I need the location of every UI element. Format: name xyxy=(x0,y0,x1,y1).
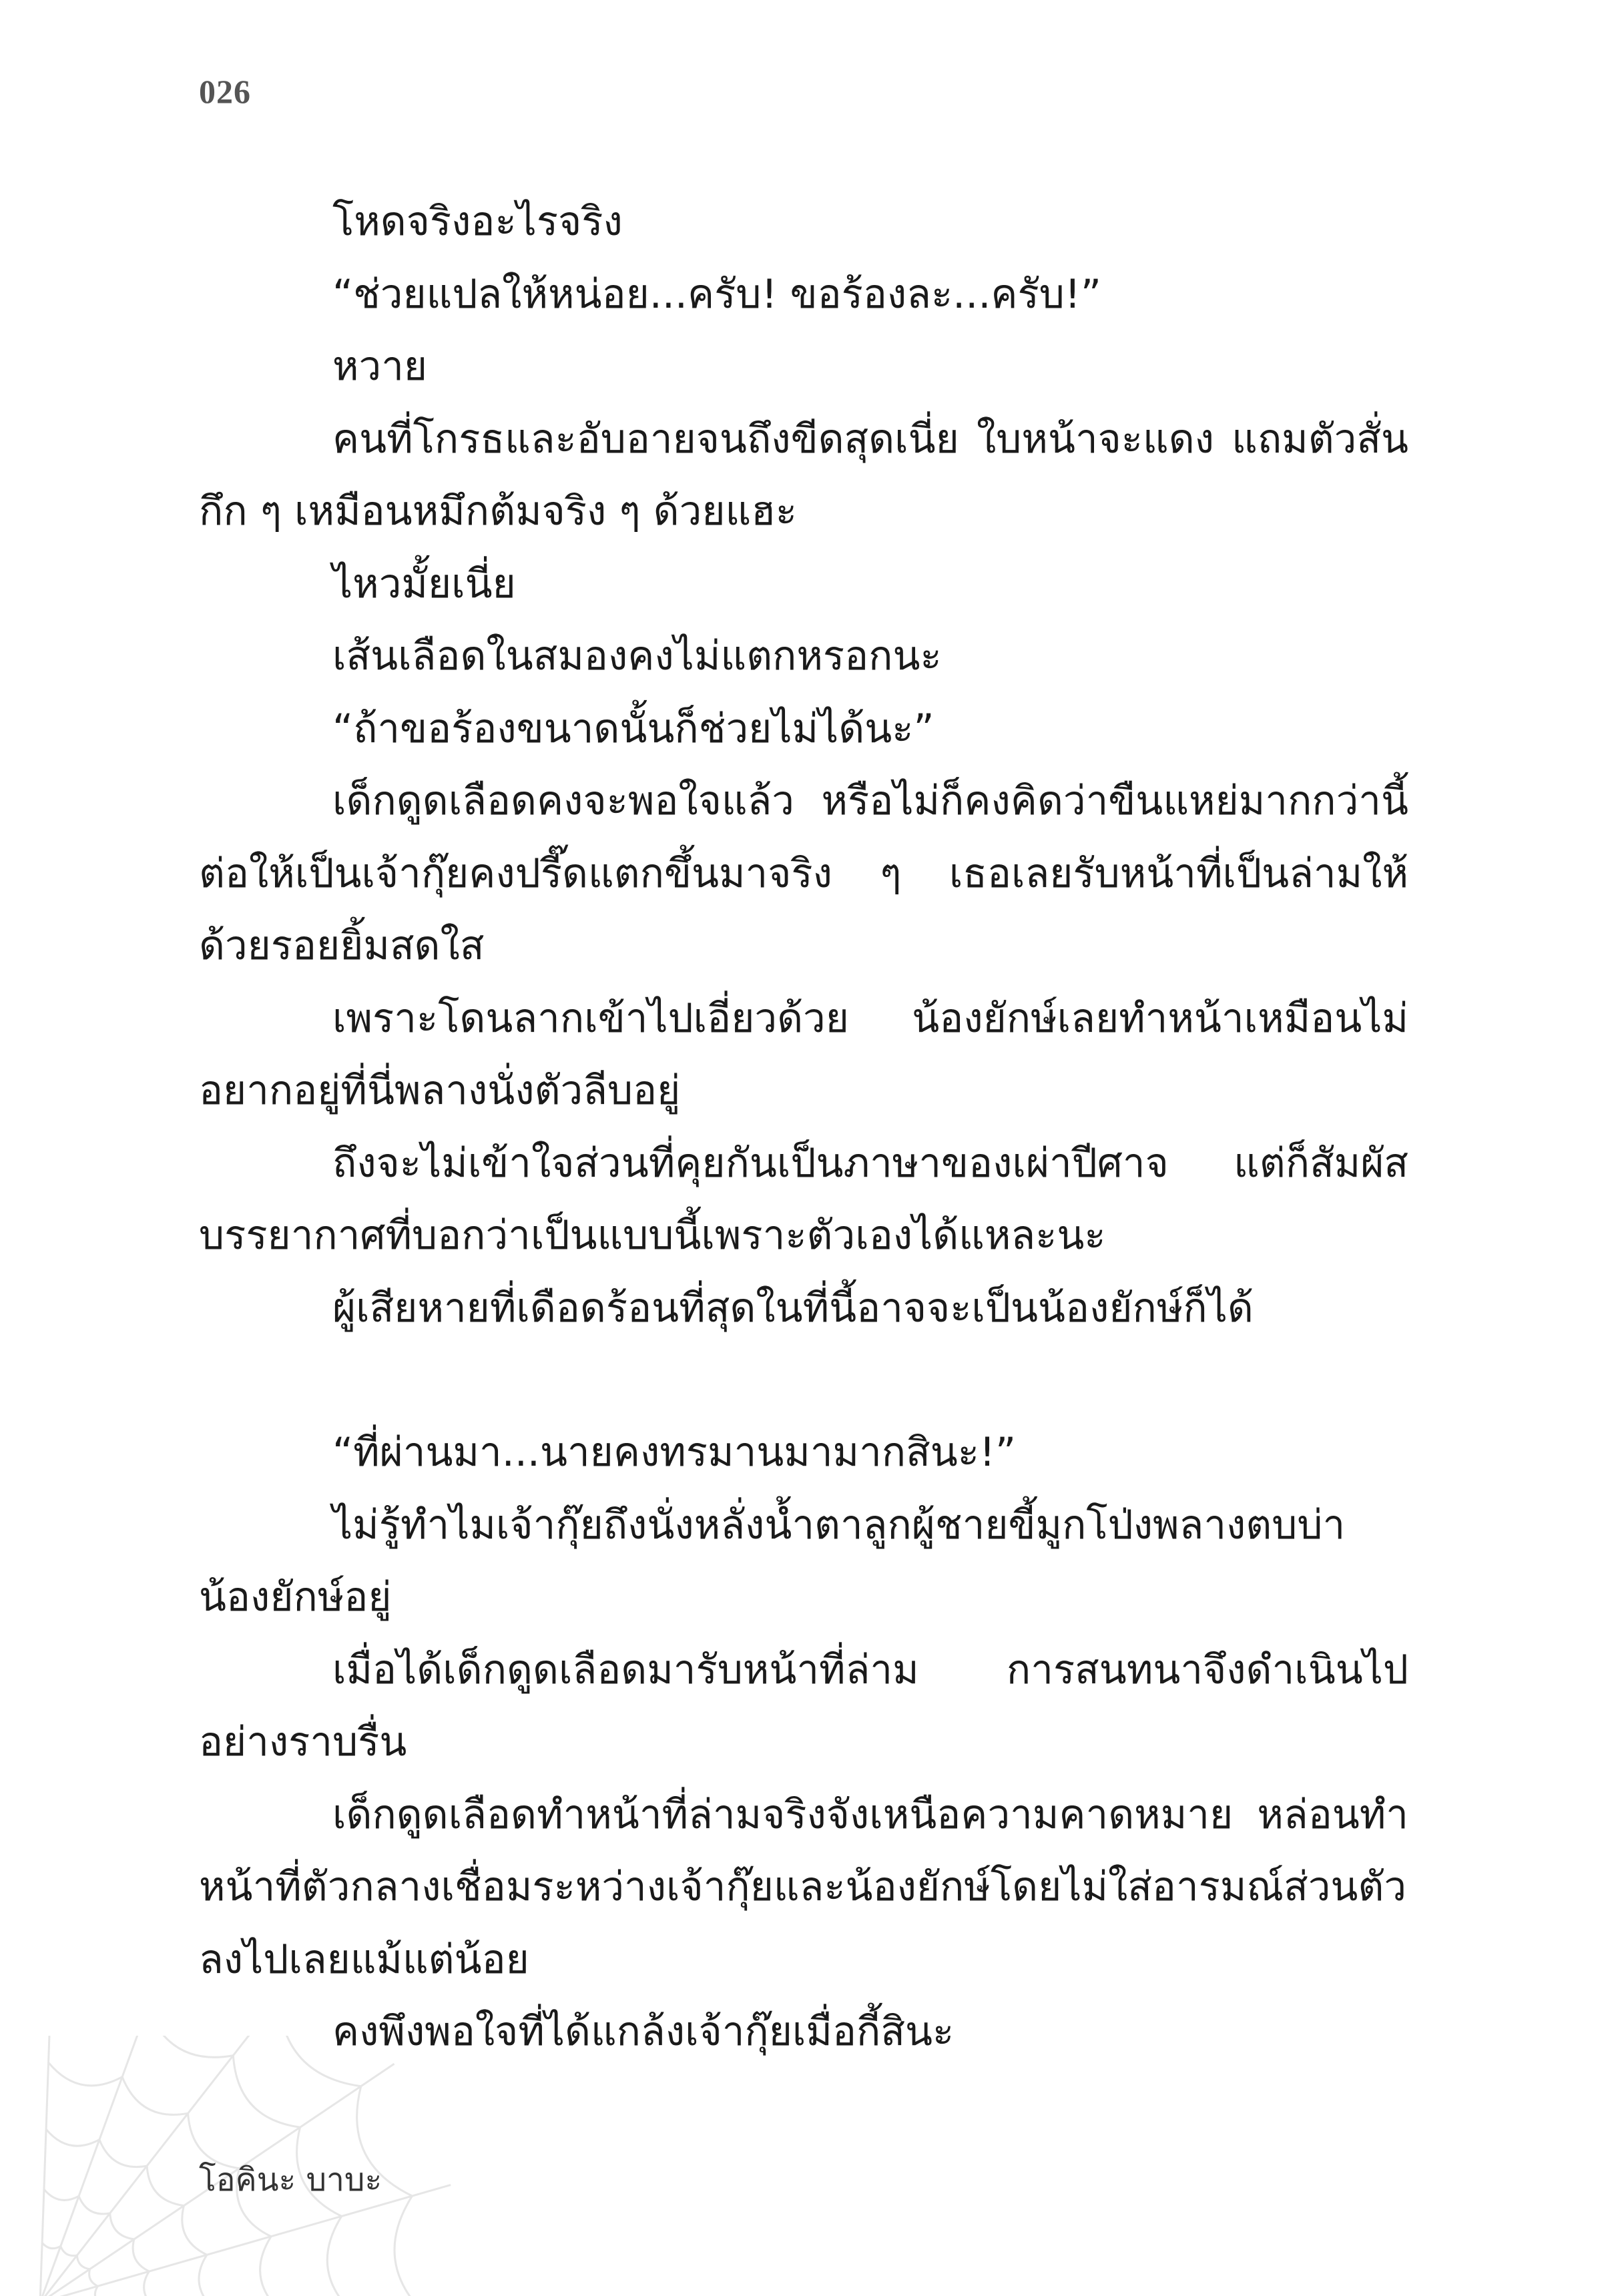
web-ring xyxy=(44,2189,154,2296)
paragraph: คนที่โกรธและอับอายจนถึงขีดสุดเนี่ย ใบหน้าจะแดง แถมตัวสั่นกึก ๆ เหมือนหมึกต้มจริง ๆ ด้วยแฮะ xyxy=(199,415,1408,535)
paragraph: “ช่วยแปลให้หน่อย...ครับ! ขอร้องละ...ครับ!” xyxy=(332,270,1101,318)
page-number: 026 xyxy=(199,73,251,110)
paragraph: ไหวมั้ยเนี่ย xyxy=(332,560,516,607)
paragraph: เด็กดูดเลือดคงจะพอใจแล้ว หรือไม่ก็คงคิดว่าขืนแหย่มากกว่านี้ ต่อให้เป็นเจ้ากุ๊ยคงปรี๊ดแตกขึ้นมาจริง ๆ เธอเลยรับหน้าที่เป็นล่ามให้ด้วยรอยยิ้มสดใส xyxy=(199,778,1408,969)
web-spoke xyxy=(40,2036,55,2296)
paragraph: เด็กดูดเลือดทำหน้าที่ล่ามจริงจังเหนือความคาดหมาย หล่อนทำหน้าที่ตัวกลางเชื่อมระหว่างเจ้ากุ๊ยและน้องยักษ์โดยไม่ใส่อารมณ์ส่วนตัวลงไปเลยแม้แต่น้อย xyxy=(199,1791,1408,1983)
paragraph: เพราะโดนลากเข้าไปเอี่ยวด้วย น้องยักษ์เลยทำหน้าเหมือนไม่อยากอยู่ที่นี่พลางนั่งตัวลีบอยู่ xyxy=(199,994,1408,1114)
paragraph: ถึงจะไม่เข้าใจส่วนที่คุยกันเป็นภาษาของเผ่าปีศาจ แต่ก็สัมผัสบรรยากาศที่บอกว่าเป็นแบบนี้เพราะตัวเองได้แหละนะ xyxy=(199,1139,1408,1259)
web-ring xyxy=(46,2129,214,2296)
paragraph: “ที่ผ่านมา...นายคงทรมานมามากสินะ!” xyxy=(332,1429,1017,1476)
paragraph: คงพึงพอใจที่ได้แกล้งเจ้ากุ๊ยเมื่อกี้สินะ xyxy=(332,2008,955,2055)
paragraph: หวาย xyxy=(332,343,428,390)
paragraph: “ถ้าขอร้องขนาดนั้นก็ช่วยไม่ได้นะ” xyxy=(332,705,934,752)
footer-author: โอคินะ บาบะ xyxy=(199,2161,382,2199)
paragraph: เส้นเลือดในสมองคงไม่แตกหรอกนะ xyxy=(332,633,942,679)
paragraph: ไม่รู้ทำไมเจ้ากุ๊ยถึงนั่งหลั่งน้ำตาลูกผู้ชายขี้มูกโป่งพลางตบบ่าน้องยักษ์อยู่ xyxy=(199,1501,1346,1621)
body-text xyxy=(199,186,1408,2068)
paragraph: โหดจริงอะไรจริง xyxy=(332,198,623,245)
paragraph: เมื่อได้เด็กดูดเลือดมารับหน้าที่ล่าม การสนทนาจึงดำเนินไปอย่างราบรื่น xyxy=(199,1646,1408,1765)
paragraph: ผู้เสียหายที่เดือดร้อนที่สุดในที่นี้อาจจะเป็นน้องยักษ์ก็ได้ xyxy=(332,1284,1254,1332)
